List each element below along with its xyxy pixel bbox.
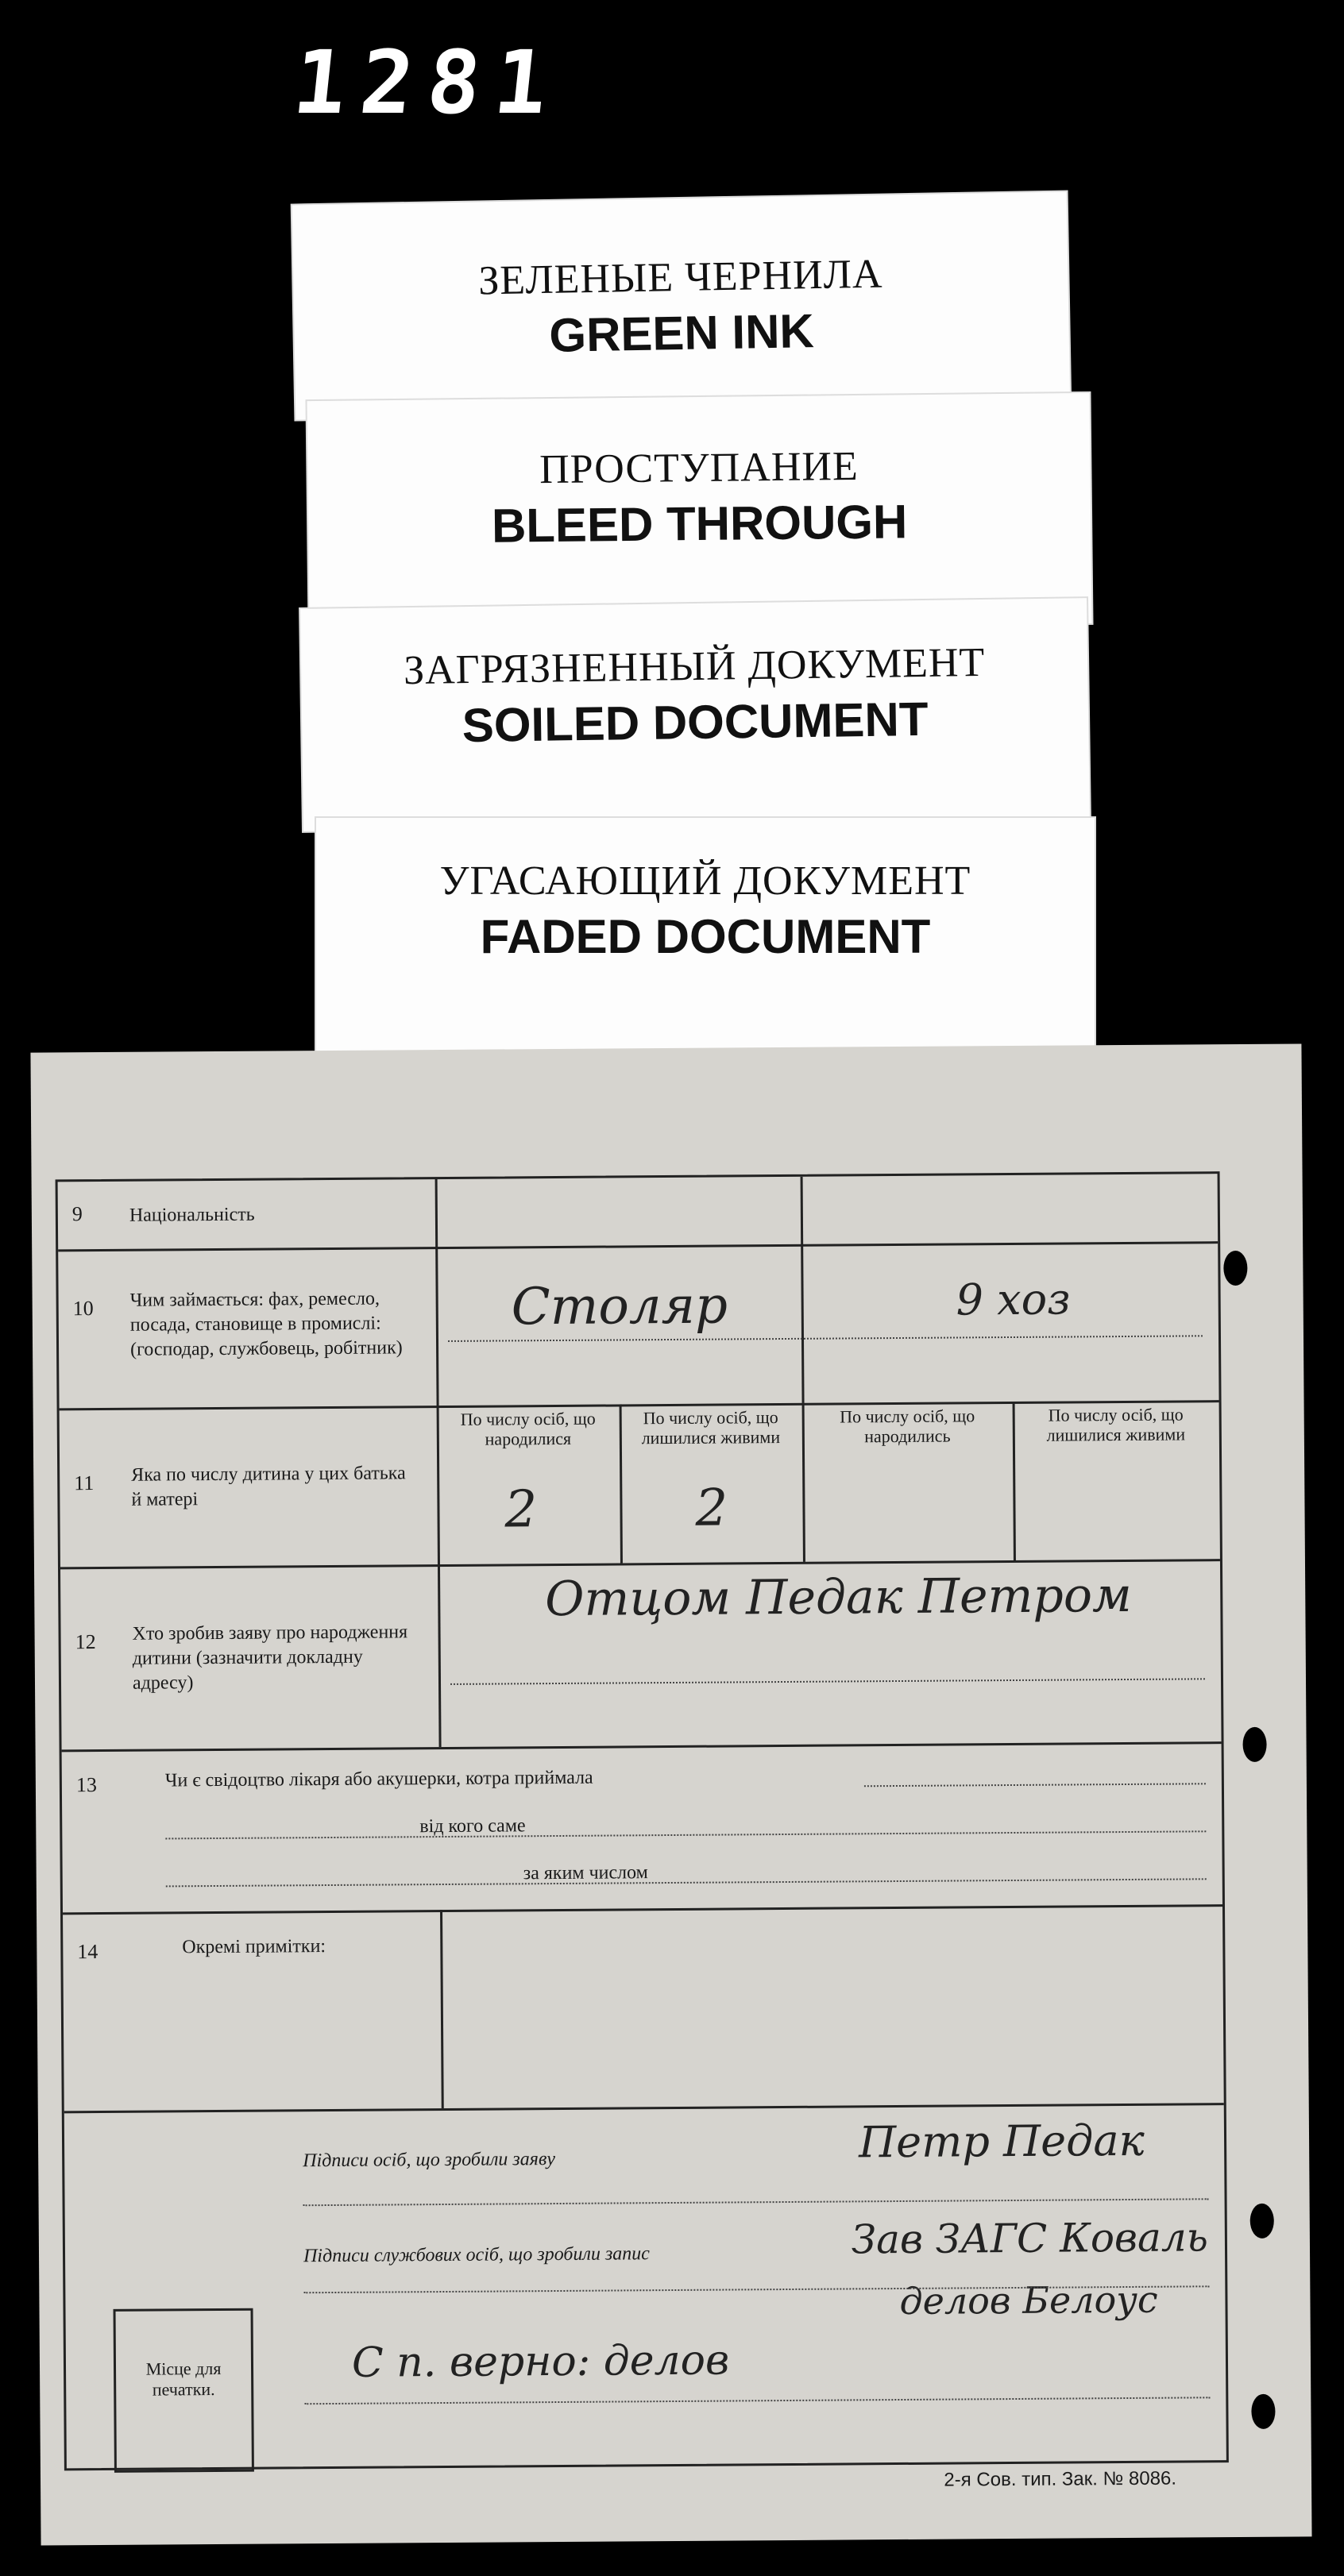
- dotted-line: [165, 1830, 1206, 1839]
- printer-imprint: 2-я Сов. тип. Зак. № 8086.: [944, 2467, 1177, 2491]
- punch-hole: [1242, 1727, 1266, 1762]
- dotted-line: [166, 1878, 1207, 1887]
- green-ink-target: [292, 192, 1071, 420]
- row-remarks: [63, 1904, 1224, 2113]
- punch-hole: [1251, 2394, 1275, 2429]
- stamp-place-box: [114, 2308, 254, 2473]
- column-header: По числу осіб, що лишилися живими: [1046, 1404, 1186, 1445]
- row-number: 11: [74, 1471, 95, 1495]
- occupation-value: Столяр: [511, 1276, 728, 1337]
- column-divider: [802, 1403, 805, 1562]
- born-count: 2: [504, 1480, 538, 1540]
- applicants-signature-label: Підписи осіб, що зробили заяву: [303, 2149, 556, 2172]
- row-label: Окремі примітки:: [182, 1936, 326, 1958]
- punch-hole: [1250, 2204, 1274, 2239]
- punch-hole: [1223, 1251, 1247, 1286]
- row-declarant: [60, 1559, 1222, 1752]
- dotted-line: [303, 2198, 1209, 2206]
- frame-number: 1281: [288, 32, 567, 133]
- row-label: Чим займається: фах, ремесло, посада, становище в промислі: (господар, службовець, робітник): [129, 1288, 403, 1360]
- declarant-value: Отцом Педак Петром: [545, 1567, 1132, 1628]
- living-count: 2: [695, 1479, 728, 1538]
- faded-document-target: [316, 818, 1095, 1056]
- row-label: Хто зробив заяву про народження дитини (зазначити докладну адресу): [132, 1622, 408, 1694]
- column-divider: [440, 1910, 444, 2108]
- column-divider: [437, 1406, 440, 1564]
- record-form: [56, 1171, 1229, 2470]
- officials-signature: Зав ЗАГС Коваль: [851, 2214, 1209, 2263]
- target-ru-label: ЗАГРЯЗНЕННЫЙ ДОКУМЕНТ: [403, 639, 986, 694]
- target-en-label: BLEED THROUGH: [491, 495, 908, 553]
- row-certificate: [62, 1741, 1222, 1915]
- certificate-from-whom: від кого саме: [419, 1815, 526, 1838]
- soiled-document-target: [300, 598, 1090, 831]
- target-ru-label: ПРОСТУПАНИЕ: [539, 443, 859, 493]
- row-occupation: [58, 1241, 1218, 1410]
- birth-record-page: [30, 1043, 1311, 2545]
- target-en-label: SOILED DOCUMENT: [462, 692, 929, 753]
- column-header: По числу осіб, що народилися: [460, 1408, 596, 1449]
- certificate-question: Чи є свідоцтво лікаря або акушерки, котра приймала: [164, 1767, 593, 1791]
- applicants-signature: Петр Педак: [858, 2115, 1145, 2168]
- copy-verification-note: С п. верно: делов: [351, 2336, 730, 2387]
- occupation-value-2: 9 хоз: [956, 1274, 1071, 1325]
- dotted-line: [304, 2397, 1210, 2404]
- column-header: По числу осіб, що лишилися живими: [641, 1407, 781, 1448]
- column-divider: [1013, 1402, 1016, 1560]
- officials-signature-2: делов Белоус: [899, 2277, 1158, 2323]
- target-en-label: GREEN INK: [548, 304, 815, 362]
- row-number: 13: [75, 1773, 97, 1797]
- target-ru-label: УГАСАЮЩИЙ ДОКУМЕНТ: [439, 858, 971, 904]
- row-label: Яка по числу дитина у цих батька й матері: [131, 1463, 406, 1510]
- target-ru-label: ЗЕЛЕНЫЕ ЧЕРНИЛА: [477, 251, 883, 304]
- column-header: По числу осіб, що народились: [840, 1406, 975, 1447]
- row-number: 14: [77, 1940, 98, 1964]
- bleed-through-target: [307, 393, 1092, 631]
- column-divider: [438, 1564, 442, 1747]
- row-child-order: [60, 1400, 1220, 1569]
- certificate-number: за яким числом: [523, 1862, 648, 1884]
- dotted-line: [864, 1783, 1206, 1787]
- row-number: 10: [72, 1297, 94, 1321]
- stamp-place-label: Місце для печатки.: [145, 2358, 222, 2400]
- target-en-label: FADED DOCUMENT: [480, 910, 931, 963]
- row-label: Національність: [129, 1204, 255, 1226]
- row-nationality: [58, 1174, 1218, 1251]
- dotted-line: [450, 1678, 1205, 1685]
- row-number: 9: [71, 1202, 83, 1226]
- row-number: 12: [75, 1630, 96, 1654]
- column-divider: [620, 1404, 623, 1563]
- officials-signature-label: Підписи службових осіб, що зробили запис: [303, 2243, 651, 2267]
